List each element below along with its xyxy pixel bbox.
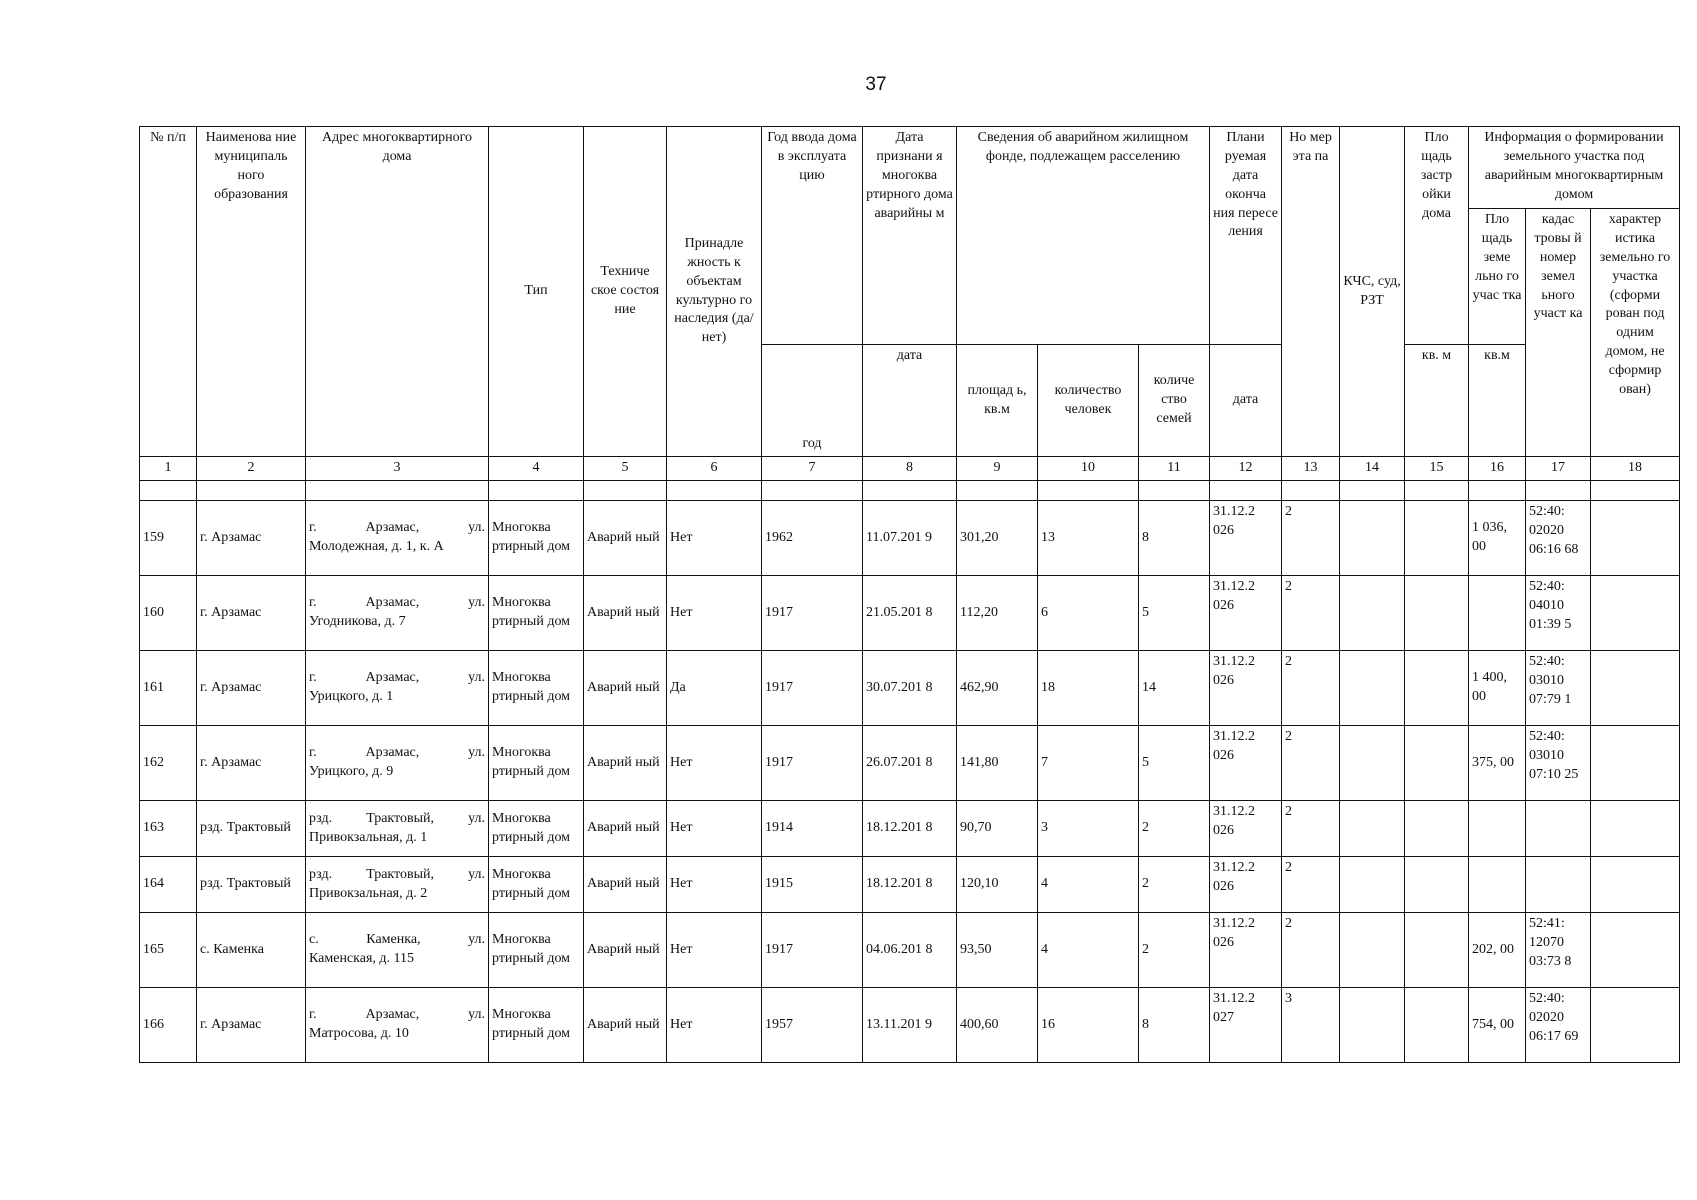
address-street: Каменская, д. 115	[309, 951, 414, 966]
area: 90,70	[957, 801, 1038, 857]
stage-number: 3	[1282, 988, 1340, 1063]
column-number: 9	[957, 457, 1038, 481]
spacer-cell	[1038, 481, 1139, 501]
table-row	[140, 726, 1680, 801]
unit-area: площад ь, кв.м	[957, 345, 1038, 457]
address-part: ул.	[468, 520, 485, 536]
address	[306, 726, 489, 801]
page-number: 37	[865, 74, 887, 95]
building-area	[1405, 576, 1469, 651]
land-area: 1 036, 00	[1469, 501, 1526, 576]
address-part: ул.	[468, 1007, 485, 1023]
header-recognition-date: Дата признани я многоква ртирного дома аварийны м	[863, 127, 957, 345]
column-number: 16	[1469, 457, 1526, 481]
address	[306, 576, 489, 651]
unit-year: год	[762, 345, 863, 457]
land-characteristic	[1591, 651, 1680, 726]
planned-date: 31.12.2 026	[1210, 857, 1282, 913]
people-count: 7	[1038, 726, 1139, 801]
building-area	[1405, 726, 1469, 801]
address-street: Привокзальная, д. 2	[309, 885, 428, 901]
spacer-cell	[1526, 481, 1591, 501]
kchs	[1340, 988, 1405, 1063]
header-address: Адрес многоквартирного дома	[306, 127, 489, 457]
table-row	[140, 801, 1680, 857]
column-number: 10	[1038, 457, 1139, 481]
municipality: г. Арзамас	[197, 651, 306, 726]
cadastral-number: 52:40: 03010 07:10 25	[1526, 726, 1591, 801]
address-part: Трактовый,	[366, 810, 434, 826]
municipality: г. Арзамас	[197, 726, 306, 801]
spacer-cell	[140, 481, 197, 501]
table-row	[140, 913, 1680, 988]
address-part: ул.	[468, 932, 485, 948]
stage-number: 2	[1282, 501, 1340, 576]
address-part: Арзамас,	[365, 670, 420, 686]
tech-state: Аварий ный	[584, 988, 667, 1063]
address	[306, 857, 489, 913]
column-numbers-row	[140, 457, 1680, 481]
land-characteristic	[1591, 501, 1680, 576]
spacer-cell	[667, 481, 762, 501]
stage-number: 2	[1282, 726, 1340, 801]
spacer-cell	[1210, 481, 1282, 501]
kchs	[1340, 857, 1405, 913]
spacer-cell	[489, 481, 584, 501]
address-street: Привокзальная, д. 1	[309, 829, 428, 845]
municipality: г. Арзамас	[197, 501, 306, 576]
area: 93,50	[957, 913, 1038, 988]
header-heritage: Принадле жность к объектам культурно го наследия (да/нет)	[667, 127, 762, 457]
spacer-cell	[306, 481, 489, 501]
tech-state: Аварий ный	[584, 913, 667, 988]
stage-number: 2	[1282, 801, 1340, 857]
spacer-cell	[762, 481, 863, 501]
heritage: Нет	[667, 857, 762, 913]
spacer-cell	[584, 481, 667, 501]
planned-date: 31.12.2 026	[1210, 801, 1282, 857]
row-number: 164	[140, 857, 197, 913]
land-area: 1 400, 00	[1469, 651, 1526, 726]
recognition-date: 30.07.201 8	[863, 651, 957, 726]
planned-date: 31.12.2 026	[1210, 913, 1282, 988]
spacer-cell	[957, 481, 1038, 501]
header-characteristic: характер истика земельно го участка (сформи рован под одним домом, не сформир ован)	[1591, 209, 1680, 457]
address-part: г.	[309, 520, 317, 536]
people-count: 3	[1038, 801, 1139, 857]
cadastral-number: 52:40: 04010 01:39 5	[1526, 576, 1591, 651]
address-part: г.	[309, 670, 317, 686]
header-row-1	[140, 127, 1680, 209]
address	[306, 801, 489, 857]
address-part: Каменка,	[366, 932, 421, 948]
header-year: Год ввода дома в эксплуата цию	[762, 127, 863, 345]
spacer-cell	[1591, 481, 1680, 501]
building-area	[1405, 913, 1469, 988]
column-number: 3	[306, 457, 489, 481]
people-count: 6	[1038, 576, 1139, 651]
people-count: 4	[1038, 913, 1139, 988]
header-type: Тип	[489, 127, 584, 457]
planned-date: 31.12.2 026	[1210, 576, 1282, 651]
table-row	[140, 988, 1680, 1063]
address	[306, 913, 489, 988]
land-characteristic	[1591, 988, 1680, 1063]
heritage: Нет	[667, 988, 762, 1063]
stage-number: 2	[1282, 651, 1340, 726]
address-part: ул.	[468, 595, 485, 611]
header-stage: Но мер эта па	[1282, 127, 1340, 457]
building-area	[1405, 988, 1469, 1063]
unit-families: количе ство семей	[1139, 345, 1210, 457]
families-count: 2	[1139, 857, 1210, 913]
year-built: 1914	[762, 801, 863, 857]
tech-state: Аварий ный	[584, 501, 667, 576]
people-count: 18	[1038, 651, 1139, 726]
recognition-date: 18.12.201 8	[863, 857, 957, 913]
tech-state: Аварий ный	[584, 726, 667, 801]
house-type: Многоква ртирный дом	[489, 651, 584, 726]
row-number: 162	[140, 726, 197, 801]
spacer-cell	[863, 481, 957, 501]
unit-land-area: кв.м	[1469, 345, 1526, 457]
address-part: Арзамас,	[365, 595, 420, 611]
address	[306, 651, 489, 726]
address-part: ул.	[468, 670, 485, 686]
header-planned-date: Плани руемая дата оконча ния пересе ления	[1210, 127, 1282, 345]
families-count: 2	[1139, 913, 1210, 988]
column-number: 8	[863, 457, 957, 481]
house-type: Многоква ртирный дом	[489, 988, 584, 1063]
planned-date: 31.12.2 026	[1210, 501, 1282, 576]
address-part: г.	[309, 1007, 317, 1023]
land-area: 375, 00	[1469, 726, 1526, 801]
heritage: Нет	[667, 501, 762, 576]
tech-state: Аварий ный	[584, 576, 667, 651]
address-part: г.	[309, 595, 317, 611]
row-number: 161	[140, 651, 197, 726]
kchs	[1340, 726, 1405, 801]
cadastral-number	[1526, 801, 1591, 857]
column-number: 2	[197, 457, 306, 481]
families-count: 8	[1139, 988, 1210, 1063]
house-type: Многоква ртирный дом	[489, 857, 584, 913]
house-type: Многоква ртирный дом	[489, 801, 584, 857]
area: 120,10	[957, 857, 1038, 913]
spacer-cell	[197, 481, 306, 501]
planned-date: 31.12.2 026	[1210, 726, 1282, 801]
land-area: 754, 00	[1469, 988, 1526, 1063]
heritage: Нет	[667, 576, 762, 651]
header-land-area: Пло щадь земе льно го учас тка	[1469, 209, 1526, 345]
year-built: 1915	[762, 857, 863, 913]
header-cadastral: кадас тровы й номер земел ьного участ ка	[1526, 209, 1591, 457]
row-number: 165	[140, 913, 197, 988]
house-type: Многоква ртирный дом	[489, 726, 584, 801]
kchs	[1340, 651, 1405, 726]
heritage: Нет	[667, 801, 762, 857]
families-count: 2	[1139, 801, 1210, 857]
row-number: 163	[140, 801, 197, 857]
year-built: 1962	[762, 501, 863, 576]
stage-number: 2	[1282, 857, 1340, 913]
unit-people: количество человек	[1038, 345, 1139, 457]
area: 462,90	[957, 651, 1038, 726]
unit-building-area: кв. м	[1405, 345, 1469, 457]
address-street: Матросова, д. 10	[309, 1026, 409, 1041]
recognition-date: 04.06.201 8	[863, 913, 957, 988]
column-number: 18	[1591, 457, 1680, 481]
year-built: 1957	[762, 988, 863, 1063]
land-characteristic	[1591, 576, 1680, 651]
column-number: 5	[584, 457, 667, 481]
address	[306, 988, 489, 1063]
year-built: 1917	[762, 913, 863, 988]
families-count: 5	[1139, 576, 1210, 651]
kchs	[1340, 576, 1405, 651]
families-count: 8	[1139, 501, 1210, 576]
address-street: Молодежная, д. 1, к. А	[309, 539, 444, 554]
table-row	[140, 501, 1680, 576]
column-number: 17	[1526, 457, 1591, 481]
area: 400,60	[957, 988, 1038, 1063]
area: 141,80	[957, 726, 1038, 801]
year-built: 1917	[762, 726, 863, 801]
land-characteristic	[1591, 857, 1680, 913]
cadastral-number: 52:40: 03010 07:79 1	[1526, 651, 1591, 726]
address-part: ул.	[468, 866, 485, 882]
heritage: Нет	[667, 726, 762, 801]
column-number: 4	[489, 457, 584, 481]
table-row	[140, 651, 1680, 726]
house-type: Многоква ртирный дом	[489, 913, 584, 988]
address-part: рзд.	[309, 810, 333, 826]
spacer-cell	[1340, 481, 1405, 501]
land-characteristic	[1591, 726, 1680, 801]
land-area	[1469, 857, 1526, 913]
address-part: г.	[309, 745, 317, 761]
unit-date: дата	[863, 345, 957, 457]
families-count: 14	[1139, 651, 1210, 726]
header-tech-state: Техниче ское состоя ние	[584, 127, 667, 457]
header-land-group: Информация о формировании земельного участка под аварийным многоквартирным домом	[1469, 127, 1680, 209]
kchs	[1340, 913, 1405, 988]
column-number: 1	[140, 457, 197, 481]
recognition-date: 13.11.201 9	[863, 988, 957, 1063]
land-characteristic	[1591, 913, 1680, 988]
spacer-cell	[1282, 481, 1340, 501]
column-number: 7	[762, 457, 863, 481]
area: 112,20	[957, 576, 1038, 651]
stage-number: 2	[1282, 576, 1340, 651]
building-area	[1405, 801, 1469, 857]
spacer-cell	[1469, 481, 1526, 501]
planned-date: 31.12.2 027	[1210, 988, 1282, 1063]
heritage: Нет	[667, 913, 762, 988]
address-part: Арзамас,	[365, 520, 420, 536]
table-row	[140, 857, 1680, 913]
emergency-housing-table	[139, 126, 1680, 1063]
stage-number: 2	[1282, 913, 1340, 988]
kchs	[1340, 501, 1405, 576]
address-part: Арзамас,	[365, 745, 420, 761]
recognition-date: 26.07.201 8	[863, 726, 957, 801]
address-part: ул.	[468, 810, 485, 826]
table-row	[140, 576, 1680, 651]
building-area	[1405, 857, 1469, 913]
column-number: 6	[667, 457, 762, 481]
recognition-date: 18.12.201 8	[863, 801, 957, 857]
building-area	[1405, 651, 1469, 726]
header-num: № п/п	[140, 127, 197, 457]
tech-state: Аварий ный	[584, 651, 667, 726]
row-number: 160	[140, 576, 197, 651]
year-built: 1917	[762, 651, 863, 726]
people-count: 16	[1038, 988, 1139, 1063]
land-area	[1469, 576, 1526, 651]
kchs	[1340, 801, 1405, 857]
address-part: ул.	[468, 745, 485, 761]
people-count: 13	[1038, 501, 1139, 576]
planned-date: 31.12.2 026	[1210, 651, 1282, 726]
address	[306, 501, 489, 576]
people-count: 4	[1038, 857, 1139, 913]
column-number: 11	[1139, 457, 1210, 481]
cadastral-number: 52:40: 02020 06:16 68	[1526, 501, 1591, 576]
building-area	[1405, 501, 1469, 576]
municipality: г. Арзамас	[197, 576, 306, 651]
cadastral-number: 52:41: 12070 03:73 8	[1526, 913, 1591, 988]
heritage: Да	[667, 651, 762, 726]
address-street: Угодникова, д. 7	[309, 614, 406, 629]
municipality: рзд. Трактовый	[197, 857, 306, 913]
tech-state: Аварий ный	[584, 801, 667, 857]
column-number: 12	[1210, 457, 1282, 481]
column-number: 15	[1405, 457, 1469, 481]
row-number: 166	[140, 988, 197, 1063]
header-municipality: Наименова ние муниципаль ного образования	[197, 127, 306, 457]
year-built: 1917	[762, 576, 863, 651]
area: 301,20	[957, 501, 1038, 576]
cadastral-number	[1526, 857, 1591, 913]
municipality: г. Арзамас	[197, 988, 306, 1063]
municipality: с. Каменка	[197, 913, 306, 988]
header-building-area: Пло щадь застр ойки дома	[1405, 127, 1469, 345]
tech-state: Аварий ный	[584, 857, 667, 913]
spacer-cell	[1405, 481, 1469, 501]
land-area: 202, 00	[1469, 913, 1526, 988]
spacer-row	[140, 481, 1680, 501]
column-number: 13	[1282, 457, 1340, 481]
recognition-date: 21.05.201 8	[863, 576, 957, 651]
row-number: 159	[140, 501, 197, 576]
house-type: Многоква ртирный дом	[489, 576, 584, 651]
house-type: Многоква ртирный дом	[489, 501, 584, 576]
land-area	[1469, 801, 1526, 857]
spacer-cell	[1139, 481, 1210, 501]
cadastral-number: 52:40: 02020 06:17 69	[1526, 988, 1591, 1063]
header-kchs: КЧС, суд, РЗТ	[1340, 127, 1405, 457]
address-part: рзд.	[309, 866, 333, 882]
unit-planned-date: дата	[1210, 345, 1282, 457]
address-part: Арзамас,	[365, 1007, 420, 1023]
municipality: рзд. Трактовый	[197, 801, 306, 857]
column-number: 14	[1340, 457, 1405, 481]
address-part: Трактовый,	[366, 866, 434, 882]
recognition-date: 11.07.201 9	[863, 501, 957, 576]
header-housing-stock-group: Сведения об аварийном жилищном фонде, подлежащем расселению	[957, 127, 1210, 345]
families-count: 5	[1139, 726, 1210, 801]
address-street: Урицкого, д. 1	[309, 689, 394, 704]
land-characteristic	[1591, 801, 1680, 857]
address-part: с.	[309, 932, 319, 948]
address-street: Урицкого, д. 9	[309, 764, 394, 779]
